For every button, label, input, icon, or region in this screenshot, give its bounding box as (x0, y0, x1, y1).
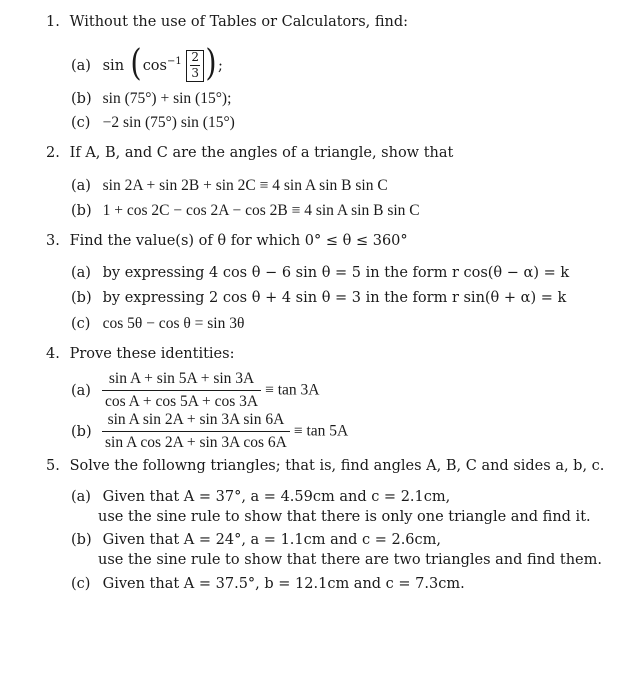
question-3-text: Find the value(s) of θ for which 0° ≤ θ ≤ 360° (69, 233, 408, 249)
question-4b-fraction (102, 411, 290, 452)
question-3a-expr: by expressing 4 cos θ − 6 sin θ = 5 in the form r cos(θ − α) = k (102, 265, 570, 281)
question-4b-numerator: sin A sin 2A + sin 3A sin 6A (102, 411, 290, 432)
question-2a (71, 177, 388, 195)
question-4a-denominator: cos A + cos 5A + cos 3A (105, 393, 259, 410)
question-3c-expr: cos 5θ − cos θ = sin 3θ (102, 315, 245, 332)
question-3c-label: (c) (71, 316, 91, 332)
question-1b-label: (b) (71, 91, 92, 107)
question-3b (71, 290, 566, 306)
question-3 (46, 233, 408, 249)
question-5b-line2: use the sine rule to show that there are two triangles and find them. (98, 552, 602, 568)
question-5-text: Solve the followng triangles; that is, find angles A, B, C and sides a, b, c. (69, 458, 605, 474)
question-1a-denominator: 3 (191, 66, 199, 80)
question-4 (46, 346, 234, 362)
question-1a-numerator: 2 (191, 50, 199, 65)
question-2a-expr: sin 2A + sin 2B + sin 2C ≡ 4 sin A sin B sin C (102, 177, 388, 194)
question-3-number: 3. (46, 233, 60, 249)
question-3b-expr: by expressing 2 cos θ + 4 sin θ = 3 in the form r sin(θ + α) = k (102, 290, 567, 306)
question-5b (71, 532, 441, 548)
question-1a-bracket (186, 50, 204, 82)
question-5a (71, 489, 450, 505)
question-3a-label: (a) (71, 265, 91, 281)
question-4a-rhs: ≡ tan 3A (265, 381, 320, 399)
question-1b (71, 90, 231, 108)
question-4b (71, 411, 348, 452)
question-2-text: If A, B, and C are the angles of a triangle, show that (69, 145, 454, 161)
question-5a-continued (98, 509, 591, 525)
question-4a-fraction (102, 370, 261, 411)
question-2-number: 2. (46, 145, 60, 161)
question-4a-numerator: sin A + sin 5A + sin 3A (102, 370, 261, 391)
question-1a (71, 43, 223, 84)
question-3b-label: (b) (71, 290, 92, 306)
question-1a-end: ; (218, 58, 223, 74)
question-2b (71, 202, 420, 220)
question-1c-expr: −2 sin (75°) sin (15°) (102, 114, 235, 131)
question-4b-rhs: ≡ tan 5A (293, 422, 349, 440)
question-1c (71, 114, 235, 132)
question-1a-label: (a) (71, 58, 91, 74)
question-4-number: 4. (46, 346, 60, 362)
question-3a (71, 265, 569, 281)
question-5c (71, 576, 465, 592)
question-5b-label: (b) (71, 532, 92, 548)
question-1a-sin: sin (102, 58, 125, 74)
question-5 (46, 458, 604, 474)
question-4a (71, 370, 319, 411)
question-4b-denominator: sin A cos 2A + sin 3A cos 6A (105, 434, 287, 451)
question-3c (71, 315, 244, 333)
question-1a-cos: cos (142, 58, 167, 74)
question-5a-line1: Given that A = 37°, a = 4.59cm and c = 2.1cm, (102, 489, 451, 505)
question-1-number: 1. (46, 14, 60, 30)
question-2b-expr: 1 + cos 2C − cos 2A − cos 2B ≡ 4 sin A sin B sin C (102, 202, 420, 219)
question-5b-line1: Given that A = 24°, a = 1.1cm and c = 2.6cm, (102, 532, 442, 548)
question-5b-continued (98, 552, 602, 568)
question-5-number: 5. (46, 458, 60, 474)
question-5a-label: (a) (71, 489, 91, 505)
left-paren: ( (130, 43, 142, 84)
question-2a-label: (a) (71, 178, 91, 194)
question-5c-label: (c) (71, 576, 91, 592)
question-5c-line1: Given that A = 37.5°, b = 12.1cm and c = 7.3cm. (102, 576, 465, 592)
question-4-text: Prove these identities: (69, 346, 235, 362)
question-1 (46, 14, 408, 30)
question-1b-expr: sin (75°) + sin (15°); (102, 90, 232, 107)
question-2 (46, 145, 453, 161)
question-2b-label: (b) (71, 203, 92, 219)
question-4a-label: (a) (71, 382, 91, 399)
question-1c-label: (c) (71, 115, 91, 131)
question-4b-label: (b) (71, 423, 92, 440)
question-5a-line2: use the sine rule to show that there is only one triangle and find it. (98, 509, 591, 525)
question-1a-inverse: −1 (166, 56, 182, 67)
question-1-text: Without the use of Tables or Calculators, find: (69, 14, 409, 30)
right-paren: ) (205, 43, 217, 84)
